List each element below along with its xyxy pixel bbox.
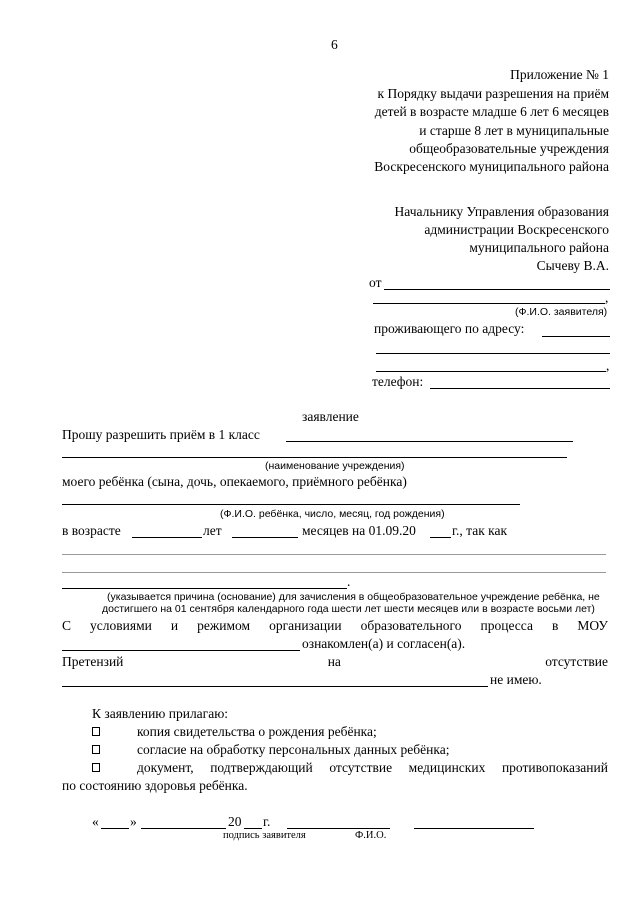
appendix-line: и старше 8 лет в муниципальные xyxy=(419,123,609,138)
address-label: проживающего по адресу: xyxy=(374,321,525,336)
age-years-field[interactable] xyxy=(132,537,202,538)
year-prefix: 20 xyxy=(228,814,242,829)
close-quote: » xyxy=(130,814,137,829)
acquainted-text: ознакомлен(а) и согласен(а). xyxy=(302,636,466,651)
attachment-label xyxy=(137,760,608,776)
age-prefix: в возрасте xyxy=(62,523,121,538)
addressee-line: муниципального района xyxy=(469,240,609,255)
address-field-2[interactable] xyxy=(376,353,610,354)
attachment-label-cont: по состоянию здоровья ребёнка. xyxy=(62,778,248,793)
reason-field[interactable] xyxy=(62,554,606,555)
word: в xyxy=(551,618,559,633)
name-field[interactable] xyxy=(414,828,534,829)
dot: . xyxy=(347,574,351,589)
name-caption: Ф.И.О. xyxy=(355,830,387,841)
word: условиями xyxy=(90,618,152,633)
checkbox[interactable] xyxy=(92,727,100,736)
appendix-line: общеобразовательные учреждения xyxy=(409,141,609,156)
word: Претензий xyxy=(62,654,124,669)
year-suffix: г. xyxy=(263,814,271,829)
word: МОУ xyxy=(577,618,608,633)
appendix-title: Приложение № 1 xyxy=(510,67,609,82)
word: образовательного xyxy=(360,618,462,633)
institution-field-2[interactable] xyxy=(62,457,567,458)
phone-field[interactable] xyxy=(430,388,610,389)
comma: , xyxy=(605,290,609,305)
checkbox[interactable] xyxy=(92,763,100,772)
applicant-name-field-2[interactable] xyxy=(373,303,605,304)
age-months-field[interactable] xyxy=(232,537,298,538)
sign-caption: подпись заявителя xyxy=(223,830,306,841)
child-line: моего ребёнка (сына, дочь, опекаемого, приёмного ребёнка) xyxy=(62,474,407,489)
request-text: Прошу разрешить приём в 1 класс xyxy=(62,427,260,442)
word: процесса xyxy=(480,618,533,633)
statement-title: заявление xyxy=(302,409,359,424)
no-claims-text: не имею. xyxy=(490,672,542,687)
word: на xyxy=(327,654,341,669)
appendix-line: Воскресенского муниципального района xyxy=(374,159,609,174)
institution-caption: (наименование учреждения) xyxy=(265,460,405,472)
address-field[interactable] xyxy=(542,336,610,337)
attachment-label: согласие на обработку персональных данных ребёнка; xyxy=(137,742,450,757)
day-field[interactable] xyxy=(101,828,129,829)
year-field[interactable] xyxy=(430,537,451,538)
reason-field-2[interactable] xyxy=(62,572,606,573)
word: С xyxy=(62,618,72,633)
appendix-line: детей в возрасте младше 6 лет 6 месяцев xyxy=(374,104,609,119)
word: организации xyxy=(269,618,342,633)
phone-label: телефон: xyxy=(372,374,424,389)
word: режимом xyxy=(197,618,251,633)
reason-field-3[interactable] xyxy=(62,588,347,589)
applicant-caption: (Ф.И.О. заявителя) xyxy=(515,306,608,318)
child-field[interactable] xyxy=(62,504,520,505)
checkbox[interactable] xyxy=(92,745,100,754)
age-months-label: месяцев на 01.09.20 xyxy=(302,523,416,538)
school-field[interactable] xyxy=(62,650,300,651)
conditions-line xyxy=(62,618,608,634)
addressee-line: Сычеву В.А. xyxy=(536,258,609,273)
institution-field[interactable] xyxy=(286,441,573,442)
word: отсутствие xyxy=(329,760,393,775)
age-suffix: г., так как xyxy=(452,523,508,538)
word: и xyxy=(170,618,179,633)
open-quote: « xyxy=(92,814,99,829)
comma: , xyxy=(606,358,610,373)
word: противопоказаний xyxy=(501,760,608,775)
appendix-line: к Порядку выдачи разрешения на приём xyxy=(377,86,609,101)
from-label: от xyxy=(369,275,382,290)
reason-caption: (указывается причина (основание) для зачисления в общеобразовательное учреждение ребёнка, не xyxy=(107,591,600,603)
claims-line xyxy=(62,654,608,670)
reason-caption: достигшего на 01 сентября календарного года шести лет шести месяцев или в возрасте восьми лет) xyxy=(102,603,595,615)
word: подтверждающий xyxy=(210,760,313,775)
claims-field[interactable] xyxy=(62,686,488,687)
addressee-line: Начальнику Управления образования xyxy=(394,204,609,219)
year-field[interactable] xyxy=(244,828,262,829)
addressee-line: администрации Воскресенского xyxy=(424,222,609,237)
age-years-label: лет xyxy=(203,523,222,538)
attachment-label: копия свидетельства о рождения ребёнка; xyxy=(137,724,377,739)
word: медицинских xyxy=(408,760,486,775)
page-number: 6 xyxy=(331,37,338,52)
word: отсутствие xyxy=(545,654,608,669)
attachments-title: К заявлению прилагаю: xyxy=(92,706,229,721)
applicant-name-field[interactable] xyxy=(384,289,610,290)
child-caption: (Ф.И.О. ребёнка, число, месяц, год рождения) xyxy=(220,508,445,520)
signature-field[interactable] xyxy=(287,828,390,829)
address-field-3[interactable] xyxy=(376,371,606,372)
month-field[interactable] xyxy=(141,828,226,829)
word: документ, xyxy=(137,760,194,775)
